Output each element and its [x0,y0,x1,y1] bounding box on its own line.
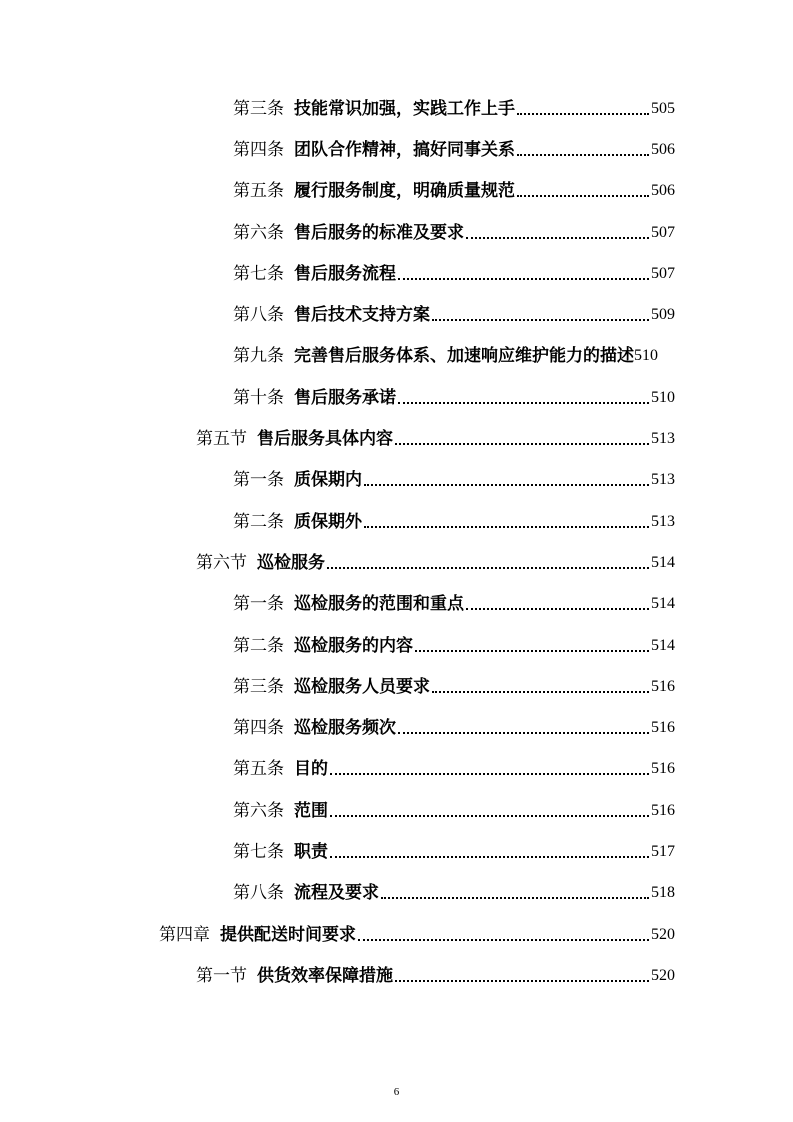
toc-entry-page: 510 [634,347,658,365]
toc-entry-number: 第九条 [233,346,284,367]
toc-entry-page: 506 [651,182,675,200]
dot-leader [330,801,649,821]
toc-entry-title: 质保期外 [294,511,362,532]
toc-entry-title: 售后服务承诺 [294,387,396,408]
page-number: 6 [393,1086,400,1098]
toc-entry-page: 516 [651,677,675,695]
toc-entry-number: 第六条 [233,800,284,821]
toc-entry-title: 质保期内 [294,470,362,491]
dot-leader [364,470,649,490]
toc-entry[interactable] [0,377,793,418]
toc-entry[interactable] [0,666,793,707]
dot-leader [432,677,649,697]
table-of-contents [0,88,793,997]
toc-entry-page: 506 [651,140,675,158]
toc-entry-number: 第四条 [233,139,284,160]
toc-entry[interactable] [0,831,793,872]
toc-entry-title: 巡检服务人员要求 [294,676,430,697]
toc-entry-number: 第四条 [233,718,284,739]
dot-leader [517,99,649,119]
toc-entry-title: 巡检服务频次 [294,718,396,739]
dot-leader [395,429,649,449]
dot-leader [364,512,649,532]
toc-entry-number: 第一条 [233,470,284,491]
toc-entry-number: 第五条 [233,759,284,780]
dot-leader [517,181,649,201]
toc-entry-page: 513 [651,512,675,530]
toc-entry-title: 供货效率保障措施 [257,965,393,986]
toc-entry-page: 513 [651,430,675,448]
toc-entry-title: 职责 [294,841,328,862]
toc-entry-page: 517 [651,842,675,860]
toc-entry[interactable] [0,625,793,666]
toc-entry-number: 第四章 [159,924,210,945]
toc-entry-title: 巡检服务的内容 [294,635,413,656]
toc-entry-number: 第三条 [233,676,284,697]
toc-entry-page: 520 [651,925,675,943]
toc-entry[interactable] [0,336,793,377]
toc-entry-page: 505 [651,99,675,117]
toc-entry-number: 第十条 [233,387,284,408]
toc-entry[interactable] [0,88,793,129]
toc-entry-title: 团队合作精神，搞好同事关系 [294,139,515,160]
dot-leader [466,223,649,243]
toc-entry-page: 520 [651,966,675,984]
dot-leader [381,883,649,903]
toc-entry-title: 巡检服务的范围和重点 [294,594,464,615]
toc-entry-number: 第八条 [233,305,284,326]
toc-chapter-entry[interactable] [0,914,793,955]
toc-entry-number: 第一条 [233,594,284,615]
dot-leader [330,759,649,779]
dot-leader [432,305,649,325]
toc-entry[interactable] [0,790,793,831]
toc-entry-number: 第三条 [233,98,284,119]
toc-entry-number: 第六节 [196,552,247,573]
dot-leader [517,140,649,160]
toc-entry-page: 514 [651,595,675,613]
toc-entry-page: 507 [651,264,675,282]
dot-leader [330,842,649,862]
toc-entry[interactable] [0,253,793,294]
toc-entry-title: 提供配送时间要求 [220,924,356,945]
toc-entry-page: 510 [651,388,675,406]
toc-entry-title: 完善售后服务体系、加速响应维护能力的描述 [294,346,634,367]
toc-entry-title: 技能常识加强，实践工作上手 [294,98,515,119]
toc-entry-page: 516 [651,801,675,819]
toc-section-entry[interactable] [0,955,793,996]
toc-entry[interactable] [0,501,793,542]
dot-leader [415,636,649,656]
toc-entry[interactable] [0,873,793,914]
toc-entry-number: 第六条 [233,222,284,243]
toc-entry-title: 售后技术支持方案 [294,305,430,326]
toc-entry-number: 第二条 [233,635,284,656]
toc-entry[interactable] [0,460,793,501]
toc-section-entry[interactable] [0,542,793,583]
toc-entry-title: 流程及要求 [294,883,379,904]
toc-entry-page: 509 [651,306,675,324]
dot-leader [466,594,649,614]
toc-entry-title: 履行服务制度，明确质量规范 [294,181,515,202]
toc-entry[interactable] [0,212,793,253]
toc-entry-number: 第七条 [233,841,284,862]
toc-entry-page: 516 [651,760,675,778]
toc-entry-number: 第二条 [233,511,284,532]
toc-entry-title: 巡检服务 [257,552,325,573]
toc-entry-number: 第七条 [233,263,284,284]
toc-entry-number: 第一节 [196,965,247,986]
toc-entry-title: 范围 [294,800,328,821]
toc-entry[interactable] [0,294,793,335]
toc-entry-title: 售后服务的标准及要求 [294,222,464,243]
toc-entry-title: 目的 [294,759,328,780]
toc-entry[interactable] [0,707,793,748]
dot-leader [398,718,649,738]
toc-entry[interactable] [0,171,793,212]
toc-section-entry[interactable] [0,418,793,459]
toc-entry-page: 514 [651,553,675,571]
toc-entry-title: 售后服务流程 [294,263,396,284]
toc-entry-page: 507 [651,223,675,241]
toc-entry-number: 第五条 [233,181,284,202]
toc-entry[interactable] [0,584,793,625]
toc-entry-page: 518 [651,884,675,902]
toc-entry-number: 第五节 [196,429,247,450]
dot-leader [395,966,649,986]
toc-entry-number: 第八条 [233,883,284,904]
dot-leader [327,553,649,573]
dot-leader [398,388,649,408]
toc-entry-page: 513 [651,471,675,489]
dot-leader [358,925,649,945]
toc-entry[interactable] [0,129,793,170]
toc-entry-page: 514 [651,636,675,654]
toc-entry[interactable] [0,749,793,790]
toc-entry-title: 售后服务具体内容 [257,429,393,450]
toc-entry-page: 516 [651,719,675,737]
dot-leader [398,264,649,284]
